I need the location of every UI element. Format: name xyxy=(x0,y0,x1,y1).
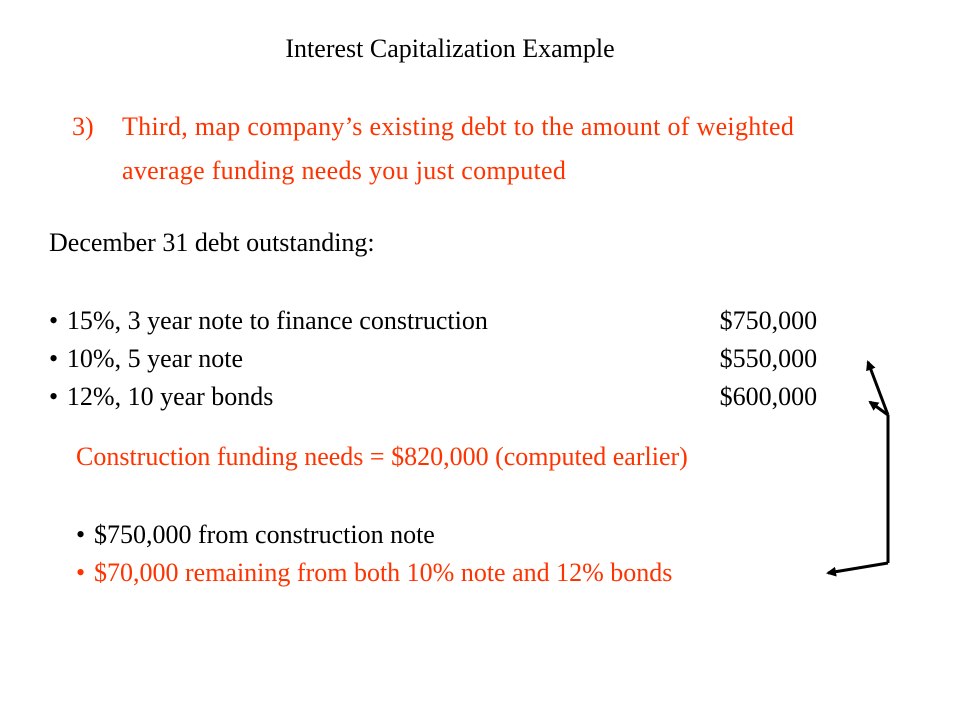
step-text: Third, map company’s existing debt to the amount of weighted average funding needs you just computed xyxy=(122,112,795,185)
bullet: • xyxy=(49,306,59,335)
debt-heading: December 31 debt outstanding: xyxy=(49,228,375,257)
funding-source-text: $750,000 from construction note xyxy=(94,520,435,549)
debt-amount: $550,000 xyxy=(719,344,818,373)
funding-source-text: $70,000 remaining from both 10% note and 12% bonds xyxy=(94,558,673,587)
slide-title: Interest Capitalization Example xyxy=(285,34,615,63)
connector-arrow-icon xyxy=(828,563,888,573)
funding-needs-line: Construction funding needs = $820,000 (computed earlier) xyxy=(76,442,688,471)
debt-amount: $600,000 xyxy=(719,382,818,411)
bullet: • xyxy=(49,344,59,373)
bullet: • xyxy=(49,382,59,411)
bullet: • xyxy=(76,558,86,587)
bullet: • xyxy=(76,520,86,549)
debt-amount: $750,000 xyxy=(719,306,818,335)
debt-description: 15%, 3 year note to finance construction xyxy=(66,306,488,335)
debt-description: 12%, 10 year bonds xyxy=(66,382,274,411)
step-number: 3) xyxy=(72,112,94,141)
debt-description: 10%, 5 year note xyxy=(66,344,244,373)
